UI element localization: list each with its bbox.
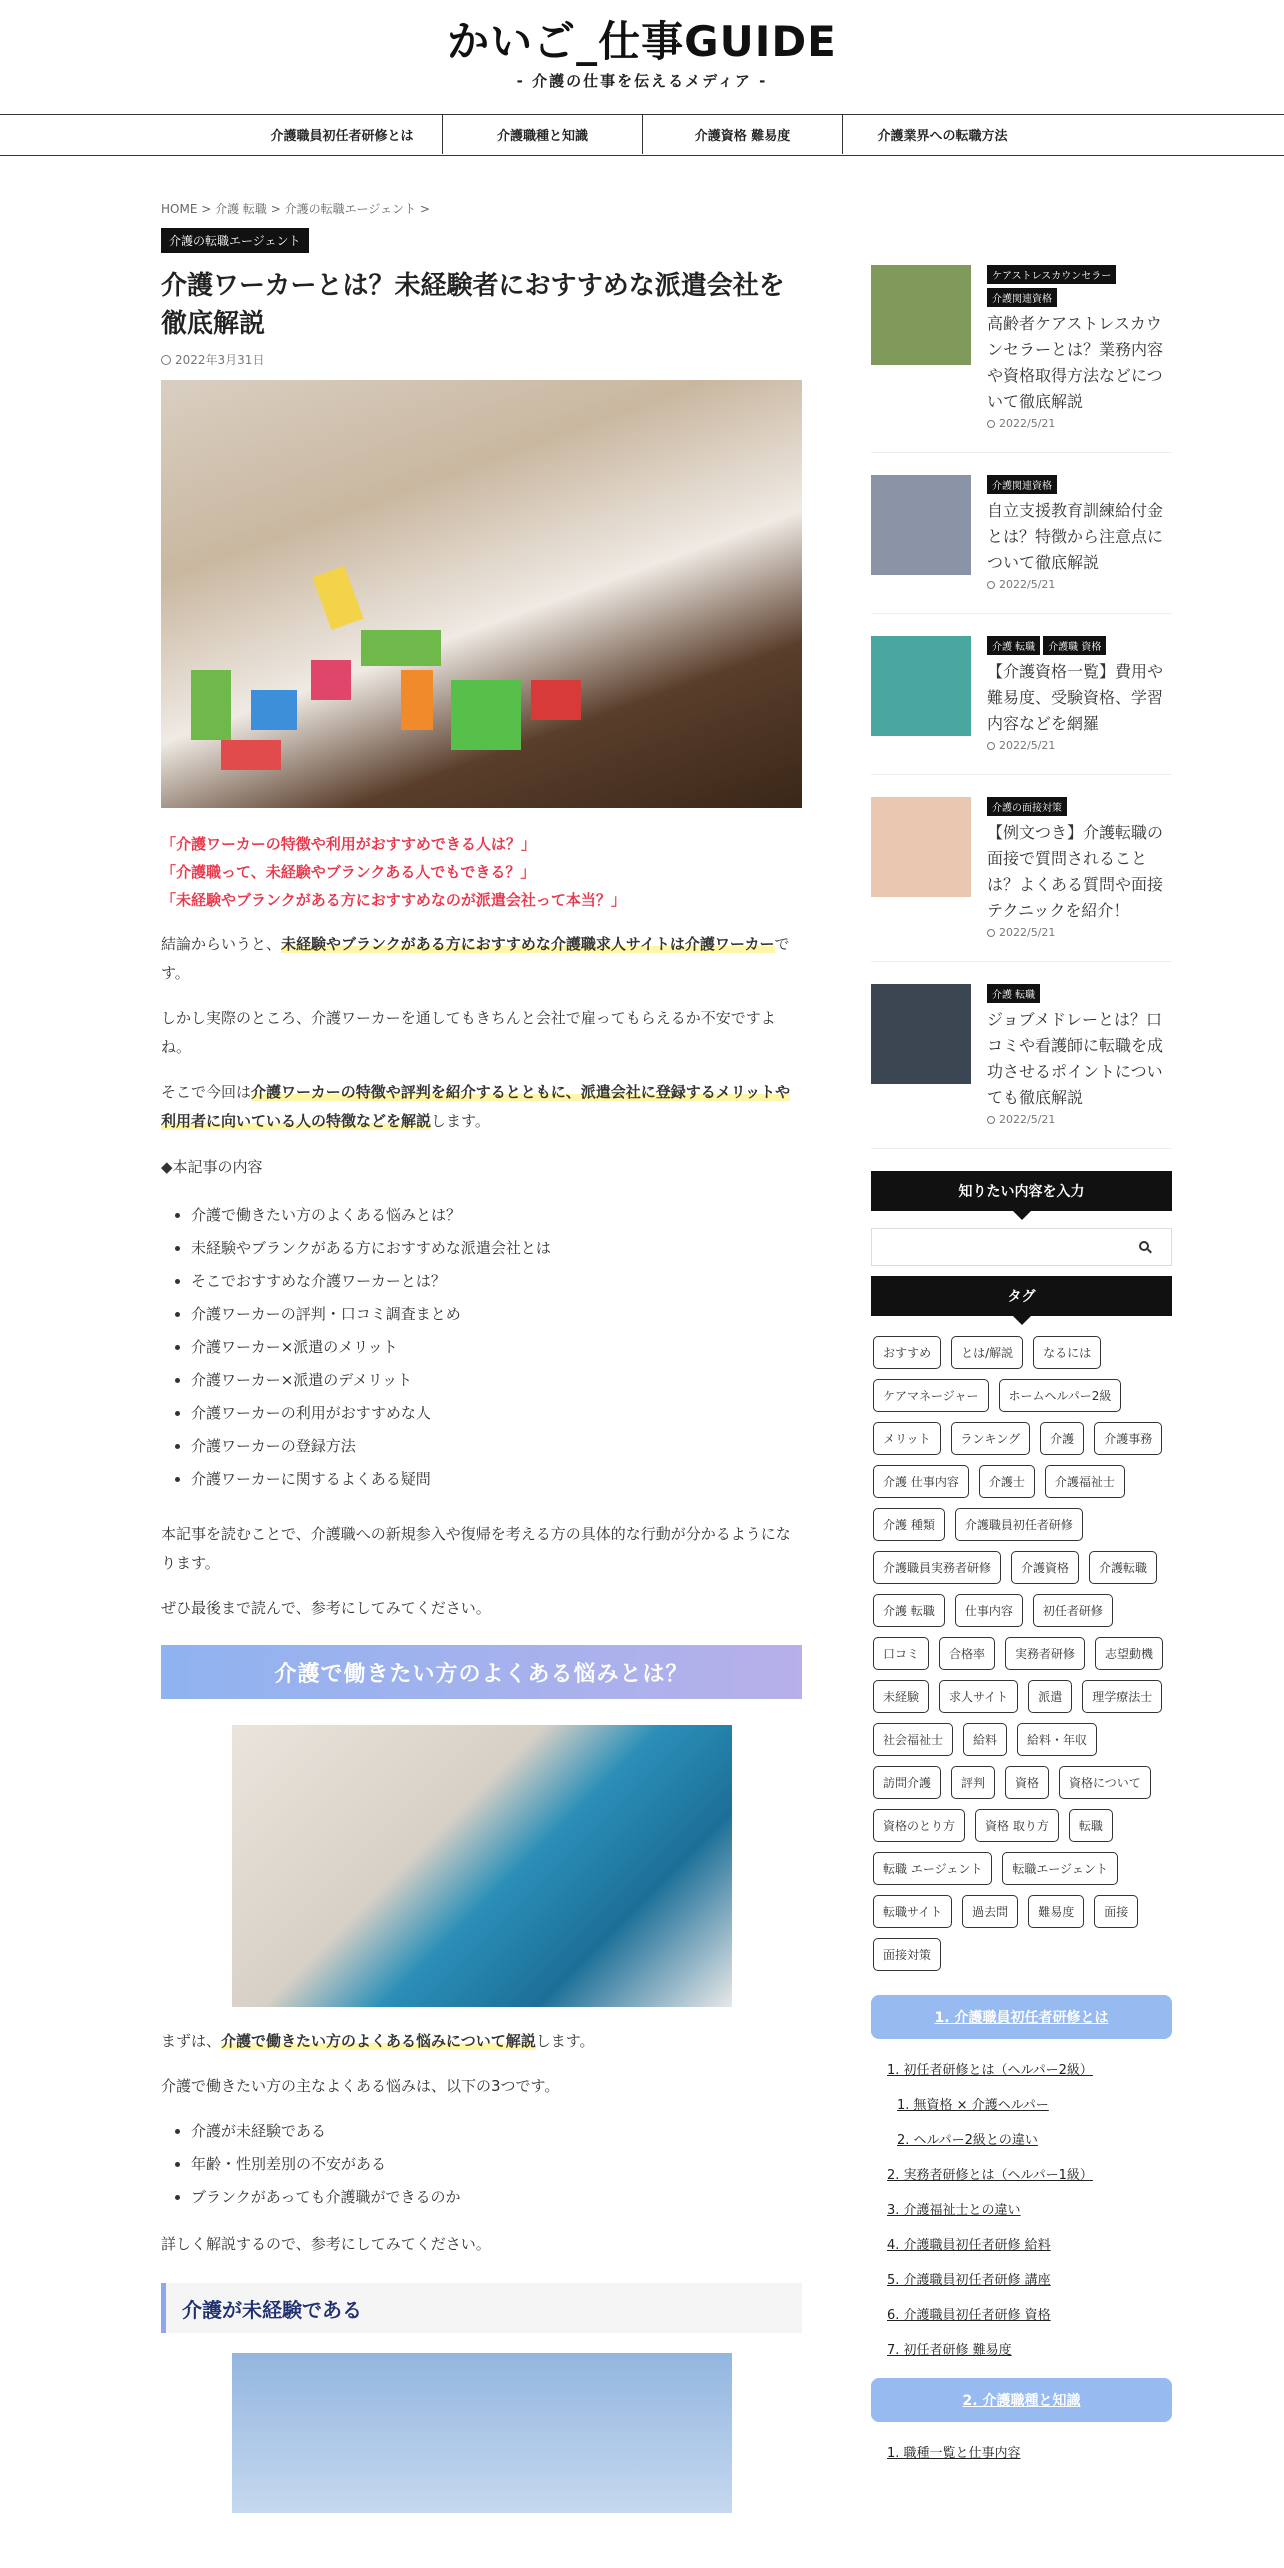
tag-link[interactable]: 転職サイト <box>873 1895 952 1928</box>
post-date <box>987 578 1172 591</box>
popular-post-item[interactable] <box>871 265 1172 453</box>
tag-cloud <box>871 1336 1172 1981</box>
post-date-text: 2022/5/21 <box>999 739 1056 752</box>
post-date <box>987 417 1172 430</box>
search-icon[interactable] <box>1139 1241 1149 1251</box>
post-title-link[interactable]: ジョブメドレーとは？口コミや看護師に転職を成功させるポイントについても徹底解説 <box>987 1010 1164 1107</box>
list-item: • 介護が未経験である <box>191 2115 802 2148</box>
tag-link[interactable]: 難易度 <box>1028 1895 1084 1928</box>
post-date-text: 2022/5/21 <box>999 417 1056 430</box>
tag-link[interactable]: 資格について <box>1059 1766 1151 1799</box>
tag-link[interactable]: 給料 <box>963 1723 1007 1756</box>
section-heading: 介護で働きたい方のよくある悩みとは？ <box>161 1645 802 1699</box>
popular-post-item[interactable] <box>871 797 1172 962</box>
text: そこで今回は <box>161 1083 252 1101</box>
post-date <box>987 1113 1172 1126</box>
toc-link[interactable]: 1. 無資格 × 介護ヘルパー <box>897 2098 1049 2113</box>
clock-icon <box>987 581 995 589</box>
post-date <box>987 926 1172 939</box>
post-thumbnail[interactable] <box>871 797 971 897</box>
tag-link[interactable]: なるには <box>1033 1336 1101 1369</box>
post-date <box>987 739 1172 752</box>
site-tagline: - 介護の仕事を伝えるメディア - <box>516 72 768 90</box>
intro-question-1: 「介護ワーカーの特徴や利用がおすすめできる人は？」 <box>161 835 536 853</box>
list-item: • 介護ワーカーに関するよくある疑問 <box>191 1463 802 1496</box>
tag-link[interactable]: 転職 <box>1069 1809 1113 1842</box>
popular-post-item[interactable] <box>871 984 1172 1149</box>
post-body <box>987 984 1172 1126</box>
tag-link[interactable]: 過去問 <box>962 1895 1018 1928</box>
tag-link[interactable]: 介護転職 <box>1089 1551 1157 1584</box>
list-item: • 介護ワーカー×派遣のデメリット <box>191 1364 802 1397</box>
worries-list <box>161 2115 802 2214</box>
tag-link[interactable]: 介護職員実務者研修 <box>873 1551 1001 1584</box>
sidebar-toc-heading-2[interactable]: 2. 介護職種と知識 <box>871 2378 1172 2422</box>
post-thumbnail[interactable] <box>871 636 971 736</box>
paragraph: 介護で働きたい方の主なよくある悩みは、以下の3つです。 <box>161 2077 560 2095</box>
toc-link[interactable]: 6. 介護職員初任者研修 資格 <box>887 2308 1051 2323</box>
tag-link[interactable]: とは/解説 <box>951 1336 1023 1369</box>
tag-link[interactable]: 給料・年収 <box>1017 1723 1097 1756</box>
post-title-link[interactable]: 自立支援教育訓練給付金とは？特徴から注意点について徹底解説 <box>987 501 1164 572</box>
list-item: • 介護ワーカーの利用がおすすめな人 <box>191 1397 802 1430</box>
post-category-tag[interactable]: 介護関連資格 <box>987 288 1057 307</box>
contents-list <box>161 1199 802 1496</box>
post-thumbnail[interactable] <box>871 265 971 365</box>
tag-link[interactable]: 社会福祉士 <box>873 1723 953 1756</box>
nav-item-difficulty[interactable]: 介護資格 難易度 <box>642 115 842 154</box>
tag-widget-title: タグ <box>871 1276 1172 1316</box>
tag-link[interactable]: 理学療法士 <box>1082 1680 1162 1713</box>
post-category-tag[interactable]: 介護職 資格 <box>1043 636 1106 655</box>
highlight-text: 未経験やブランクがある方におすすめな介護職求人サイトは介護ワーカー <box>281 935 775 953</box>
breadcrumb[interactable]: HOME > 介護 転職 > 介護の転職エージェント > <box>161 202 430 216</box>
tag-link[interactable]: 介護職員初任者研修 <box>955 1508 1083 1541</box>
highlight-text: 介護ワーカーの特徴や評判を紹介するとともに、派遣会社に登録するメリットや利用者に向いている人の特徴などを解説 <box>161 1083 791 1130</box>
tag-link[interactable]: 評判 <box>951 1766 995 1799</box>
highlight-text: 介護で働きたい方のよくある悩みについて解説 <box>221 2032 536 2050</box>
category-label[interactable]: 介護の転職エージェント <box>161 228 309 253</box>
search-widget-title: 知りたい内容を入力 <box>871 1171 1172 1211</box>
toc-link[interactable]: 7. 初任者研修 難易度 <box>887 2343 1012 2358</box>
tag-link[interactable]: 介護事務 <box>1094 1422 1162 1455</box>
caregiver-image <box>232 1725 732 2007</box>
paragraph: ぜひ最後まで読んで、参考にしてみてください。 <box>161 1599 491 1617</box>
toc-link[interactable]: 5. 介護職員初任者研修 講座 <box>887 2273 1051 2288</box>
post-date-text: 2022/5/21 <box>999 926 1056 939</box>
post-date-text: 2022年3月31日 <box>175 353 265 367</box>
tag-link[interactable]: 派遣 <box>1028 1680 1072 1713</box>
tag-link[interactable]: 口コミ <box>873 1637 929 1670</box>
post-category-tag[interactable]: ケアストレスカウンセラー <box>987 265 1116 284</box>
tag-link[interactable]: 求人サイト <box>939 1680 1018 1713</box>
tag-link[interactable]: 資格 <box>1005 1766 1049 1799</box>
tag-link[interactable]: 資格のとり方 <box>873 1809 965 1842</box>
list-item: • 介護ワーカー×派遣のメリット <box>191 1331 802 1364</box>
text: します。 <box>431 1112 490 1130</box>
tag-link[interactable]: 未経験 <box>873 1680 929 1713</box>
post-date-text: 2022/5/21 <box>999 1113 1056 1126</box>
clock-icon <box>987 929 995 937</box>
intro-question-3: 「未経験やブランクがある方におすすめなのが派遣会社って本当？」 <box>161 891 626 909</box>
site-logo[interactable]: かいご_仕事GUIDE <box>447 17 837 66</box>
toc-link[interactable]: 1. 初任者研修とは（ヘルパー2級） <box>887 2063 1093 2078</box>
intro-question-2: 「介護職って、未経験やブランクある人でもできる？」 <box>161 863 536 881</box>
post-category-tag[interactable]: 介護 転職 <box>987 984 1040 1003</box>
page-title: 介護ワーカーとは？未経験者におすすめな派遣会社を徹底解説 <box>161 271 785 339</box>
tag-link[interactable]: 介護福祉士 <box>1045 1465 1125 1498</box>
post-body <box>987 797 1172 939</box>
post-category-tag[interactable]: 介護関連資格 <box>987 475 1057 494</box>
paragraph: 詳しく解説するので、参考にしてみてください。 <box>161 2235 491 2253</box>
tag-link[interactable]: ホームヘルパー2級 <box>999 1379 1122 1412</box>
contents-heading: ◆本記事の内容 <box>161 1158 263 1176</box>
hero-image <box>161 380 802 808</box>
paragraph: しかし実際のところ、介護ワーカーを通してもきちんと会社で雇ってもらえるか不安ですよね。 <box>161 1009 776 1056</box>
post-thumbnail[interactable] <box>871 984 971 1084</box>
popular-post-item[interactable] <box>871 475 1172 614</box>
toc-link[interactable]: 4. 介護職員初任者研修 給料 <box>887 2238 1051 2253</box>
site-header <box>0 0 1284 114</box>
post-thumbnail[interactable] <box>871 475 971 575</box>
tag-link[interactable]: 介護資格 <box>1011 1551 1079 1584</box>
post-body <box>987 265 1172 430</box>
list-item: • 介護ワーカーの評判・口コミ調査まとめ <box>191 1298 802 1331</box>
popular-post-item[interactable] <box>871 636 1172 775</box>
conclusion-paragraph <box>161 930 802 988</box>
post-body <box>987 636 1172 752</box>
text: します。 <box>535 2032 595 2050</box>
tag-link[interactable]: 面接 <box>1094 1895 1138 1928</box>
post-title-link[interactable]: 【例文つき】介護転職の面接で質問されることは？よくある質問や面接テクニックを紹介！ <box>987 823 1164 920</box>
tag-link[interactable]: 志望動機 <box>1095 1637 1163 1670</box>
tag-link[interactable]: ケアマネージャー <box>873 1379 989 1412</box>
tag-link[interactable]: 面接対策 <box>873 1938 941 1971</box>
post-date <box>161 351 802 368</box>
tag-link[interactable]: 合格率 <box>939 1637 995 1670</box>
tag-link[interactable]: 転職 エージェント <box>873 1852 992 1885</box>
list-item: • ブランクがあっても介護職ができるのか <box>191 2181 802 2214</box>
tag-link[interactable]: ランキング <box>951 1422 1031 1455</box>
clock-icon <box>987 420 995 428</box>
text: です。 <box>161 935 790 982</box>
tag-link[interactable]: 介護 種類 <box>873 1508 945 1541</box>
list-item: • 未経験やブランクがある方におすすめな派遣会社とは <box>191 1232 802 1265</box>
sidebar-toc-list-1 <box>871 2039 1172 2368</box>
text: 結論からいうと、 <box>161 935 282 953</box>
tag-link[interactable]: 初任者研修 <box>1033 1594 1113 1627</box>
article-main <box>161 200 802 2513</box>
summary-paragraph <box>161 1078 802 1136</box>
tag-link[interactable]: おすすめ <box>873 1336 941 1369</box>
tag-link[interactable]: メリット <box>873 1422 941 1455</box>
tag-link[interactable]: 訪問介護 <box>873 1766 941 1799</box>
subsection-heading: 介護が未経験である <box>161 2283 802 2333</box>
nav-item-job-types[interactable]: 介護職種と知識 <box>442 115 642 154</box>
tag-link[interactable]: 転職エージェント <box>1002 1852 1118 1885</box>
paragraph <box>161 2027 802 2056</box>
tag-link[interactable]: 介護 <box>1040 1422 1084 1455</box>
tag-link[interactable]: 資格 取り方 <box>975 1809 1059 1842</box>
tag-link[interactable]: 介護 転職 <box>873 1594 945 1627</box>
post-date-text: 2022/5/21 <box>999 578 1056 591</box>
text: まずは、 <box>161 2032 222 2050</box>
paragraph: 本記事を読むことで、介護職への新規参入や復帰を考える方の具体的な行動が分かるようになります。 <box>161 1525 791 1572</box>
toc-link[interactable]: 3. 介護福祉士との違い <box>887 2203 1021 2218</box>
sidebar-toc-list-2 <box>871 2422 1172 2471</box>
list-item: • そこでおすすめな介護ワーカーとは？ <box>191 1265 802 1298</box>
sidebar <box>871 265 1172 2471</box>
tag-link[interactable]: 実務者研修 <box>1005 1637 1085 1670</box>
sidebar-toc-heading-1[interactable]: 1. 介護職員初任者研修とは <box>871 1995 1172 2039</box>
nav-item-career-change[interactable]: 介護業界への転職方法 <box>842 115 1042 154</box>
clock-icon <box>987 1116 995 1124</box>
tag-link[interactable]: 介護士 <box>979 1465 1035 1498</box>
post-category-tag[interactable]: 介護 転職 <box>987 636 1040 655</box>
post-title-link[interactable]: 【介護資格一覧】費用や難易度、受験資格、学習内容などを網羅 <box>987 662 1164 733</box>
list-item: • 年齢・性別差別の不安がある <box>191 2148 802 2181</box>
list-item: • 介護で働きたい方のよくある悩みとは？ <box>191 1199 802 1232</box>
global-nav <box>0 114 1284 156</box>
intro-questions <box>161 830 802 914</box>
clock-icon <box>987 742 995 750</box>
list-item: • 介護ワーカーの登録方法 <box>191 1430 802 1463</box>
toc-link[interactable]: 1. 職種一覧と仕事内容 <box>887 2446 1021 2461</box>
toc-link[interactable]: 2. 実務者研修とは（ヘルパー1級） <box>887 2168 1093 2183</box>
post-title-link[interactable]: 高齢者ケアストレスカウンセラーとは？業務内容や資格取得方法などについて徹底解説 <box>987 314 1164 411</box>
post-body <box>987 475 1172 591</box>
post-category-tag[interactable]: 介護の面接対策 <box>987 797 1067 816</box>
clock-icon <box>161 355 171 365</box>
tag-link[interactable]: 介護 仕事内容 <box>873 1465 969 1498</box>
section-image <box>232 2353 732 2513</box>
popular-posts <box>871 265 1172 1149</box>
tag-link[interactable]: 仕事内容 <box>955 1594 1023 1627</box>
nav-item-initial-training[interactable]: 介護職員初任者研修とは <box>270 129 414 144</box>
search-box[interactable] <box>871 1228 1172 1266</box>
toc-link[interactable]: 2. ヘルパー2級との違い <box>897 2133 1038 2148</box>
